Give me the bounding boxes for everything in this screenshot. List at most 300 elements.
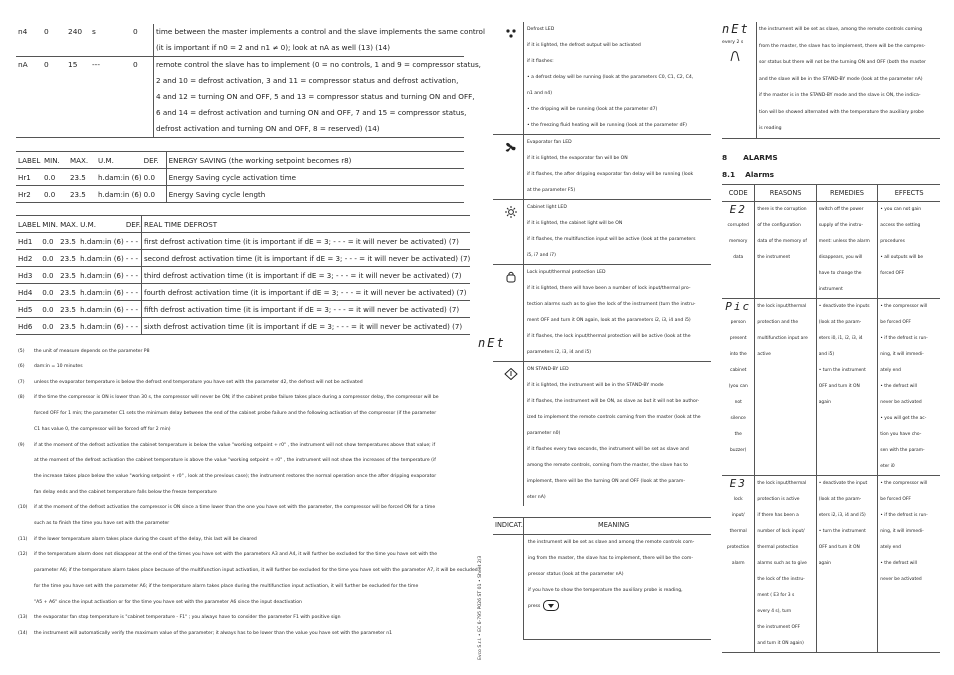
alarm-code-text: person [730, 320, 746, 325]
table-cell: third defrost activation time (it is important if dE = 3; - - - = it will never be activated) (7) [141, 267, 470, 284]
table-cell: 23.5 [58, 301, 78, 318]
led-row [493, 22, 711, 134]
led-desc-line: eter nA) [527, 495, 546, 500]
alarm-remedies-line: disappears, you will [818, 255, 863, 260]
lock-icon [504, 268, 518, 287]
alarm-effects-line: procedures [880, 239, 905, 244]
table-cell: Hr1 [16, 169, 42, 186]
alarm-remedies-line: have to change the [818, 271, 862, 276]
led-desc-line: if it is lighted, the instrument will be in the STAND-BY mode [527, 383, 664, 388]
fan-icon [504, 138, 518, 157]
alarm-effects-line: never be activated [880, 577, 922, 582]
param-desc-line: 2 and 10 = defrost activation, 3 and 11 = compressor status and defrost activation, [156, 76, 459, 85]
alarm-remedies-line: OFF and turn it ON [818, 545, 860, 550]
alarm-remedies-line: (look at the param- [818, 497, 862, 502]
alarm-remedies-line: again [818, 561, 831, 566]
param-def: 0 [133, 60, 138, 69]
footnote-number: (5) [18, 349, 25, 354]
footnote-line [18, 453, 436, 469]
header-cell: U.M. [78, 216, 124, 233]
table-cell: 0.0 [142, 169, 167, 186]
alarm-code-text: buzzer) [730, 448, 747, 453]
table-cell: 0.0 [40, 267, 58, 284]
table-cell: 23.5 [58, 250, 78, 267]
table-cell: 23.5 [58, 318, 78, 335]
alarm-code-display: E2 [729, 203, 747, 216]
table-row [16, 318, 470, 335]
alarm-remedies-line: OFF and turn it ON [818, 384, 860, 389]
alarm-reasons-line: and turn it ON again) [757, 641, 804, 646]
table-cell: fifth defrost activation time (it is important if dE = 3; - - - = it will never be activated) (7) [141, 301, 470, 318]
led-desc-line: if it is lighted, there will have been a number of lock input/thermal pro- [527, 286, 691, 291]
footnote-line [18, 532, 257, 548]
alarm-reasons-line: data of the memory of [757, 239, 807, 244]
led-desc-line: parameters i2, i3, i4 and i5) [527, 350, 592, 355]
header-cell: DEF. [142, 152, 167, 169]
alarm-reasons-line: the lock of the instru- [757, 577, 805, 582]
light-icon [504, 203, 518, 222]
flashing-icon [728, 49, 742, 63]
alarm-effects-line: • all outputs will be [880, 255, 924, 260]
footnote-text: if at the moment of the defrost activation the cabinet temperature is below the value "working setpoint + r0" , the instrument will not show temperatures above that value; if [34, 442, 436, 448]
section-heading: 8 ALARMS [722, 153, 778, 162]
alarm-remedies-line: eters i2, i3, i4 and i5) [818, 513, 866, 518]
footnote-line [18, 485, 217, 501]
alarm-remedies-line: • deactivate the input [818, 481, 868, 486]
alarm-code-text: not [734, 400, 742, 405]
footnote-text: if the time the compressor is ON is lower than 30 s, the compressor will never be ON; if the cabinet probe failure takes place during a compressor delay, the compressor will be [34, 395, 439, 401]
indicator-line [528, 599, 711, 615]
alarm-reasons-line: protection and the [757, 320, 799, 325]
alarm-reasons-line: alarms such as to give [757, 561, 807, 566]
indicator-line [528, 551, 711, 567]
table-row [16, 233, 470, 250]
footnote-line [18, 500, 435, 516]
table-cell: h.dam:in (6) [78, 301, 124, 318]
subsection-heading: 8.1 Alarms [722, 170, 775, 179]
led-row [493, 264, 711, 361]
alarm-effects-line: eter i0 [880, 464, 895, 469]
led-row [493, 199, 711, 264]
alarm-effects-cell [878, 476, 940, 653]
alarm-code-text: (you can [728, 384, 748, 389]
led-row [493, 134, 711, 199]
footnote-number: (10) [18, 505, 28, 511]
footnote-number: (9) [18, 442, 25, 448]
table-cell: 0.0 [40, 284, 58, 301]
alarm-remedies-line: • deactivate the inputs [818, 304, 870, 309]
table-cell: Hd6 [16, 318, 40, 335]
led-desc-line: if it flashes every two seconds, the instrument will be set as slave and [527, 447, 689, 452]
alarms-table [722, 184, 940, 653]
footnote-line [18, 438, 435, 454]
header-cell: REAL TIME DEFROST [141, 216, 470, 233]
table-cell: - - - [124, 233, 142, 250]
footnote-text: the unit of measure depends on the parameter P8 [34, 349, 150, 354]
footnote-number: (12) [18, 552, 28, 558]
defrost-icon [504, 25, 518, 44]
alarm-effects-line: never be activated [880, 400, 922, 405]
alarm-reasons-cell [755, 299, 816, 476]
led-desc-line: if it is lighted, the cabinet light will be ON [527, 221, 623, 226]
alarm-reasons-line: the instrument OFF [757, 625, 801, 630]
alarm-reasons-cell [755, 476, 816, 653]
table-cell: 23.5 [58, 233, 78, 250]
alarm-reasons-line: the lock input/thermal [757, 304, 807, 309]
footnote-number: (14) [18, 630, 28, 636]
alarm-effects-line: • you can not gain [880, 207, 922, 212]
indicator-text: if you have to show the temperature the auxiliary probe is reading, [528, 588, 683, 593]
param-max: 240 [68, 27, 83, 36]
footnote-text: if the lower temperature alarm takes place during the count of the delay, this last will be cleared [34, 536, 257, 542]
param-min: 0 [44, 27, 49, 36]
header-cell: MAX. [68, 152, 96, 169]
indicator-line [528, 567, 711, 583]
footnote-line [18, 390, 439, 406]
alarm-effects-line: • the defrost will [880, 384, 917, 389]
header-cell: MIN. [40, 216, 58, 233]
alarm-reasons-line: ment ( E3 for 3 s [757, 593, 795, 598]
alarm-remedies-line: again [818, 400, 831, 405]
alarm-remedies-line: switch off the power [818, 207, 864, 212]
footnote-text: dam:in = 10 minutes [34, 364, 83, 369]
down-button-icon [543, 600, 559, 611]
param-row [16, 24, 485, 56]
alarm-code-cell [722, 299, 755, 476]
param-desc-line: time between the master implements a control and the slave implements the same control [156, 27, 485, 36]
alarm-effects-line: tion you have cho- [880, 432, 922, 437]
led-desc-line: implement, there will be the turning ON and OFF (look at the param- [527, 479, 685, 484]
footnote-text: unless the evaporator temperature is below the defrost end temperature you have set with the parameter d2, the defrost will not be activated [34, 379, 363, 385]
led-desc-line: parameter n0) [527, 431, 561, 436]
alarm-code-display: Pic [725, 300, 752, 313]
footnote-text: the instrument will automatically verify the maximum value of the parameter; it always has to be lower than the value you have set with the parameter n1 [34, 630, 393, 636]
alarms-header-cell: REASONS [755, 185, 816, 202]
net-desc-line: tion will be showed alternated with the temperature the auxiliary probe [759, 109, 924, 115]
table-cell: h.dam:in (6) [78, 233, 124, 250]
footnote-line [18, 359, 83, 375]
alarm-code-cell [722, 476, 755, 653]
table-cell: Hr2 [16, 186, 42, 203]
param-desc-line: (it is important if n0 = 2 and n1 ≠ 0); look at nA as well (13) (14) [156, 43, 391, 52]
energy-header [16, 152, 464, 169]
alarm-effects-line: access the setting [880, 223, 921, 228]
table-cell: h.dam:in (6) [96, 186, 142, 203]
header-cell: MIN. [42, 152, 68, 169]
table-cell: - - - [124, 318, 142, 335]
param-desc-line: remote control the slave has to implement (0 = no controls, 1 and 9 = compressor status, [156, 60, 481, 69]
alarm-effects-line: ning, it will immedi- [880, 529, 924, 534]
alarm-reasons-line: active [757, 352, 771, 357]
param-unit: --- [92, 60, 101, 69]
table-cell: 0.0 [142, 186, 167, 203]
alarm-remedies-line: eters i0, i1, i2, i3, i4 [818, 336, 863, 341]
footnote-text: the increase takes place below the value "working setpoint + r0" , look at the previous case); the instrument restores the normal operation once the after dripping evaporator [34, 473, 437, 479]
alarm-code-text: lock [733, 497, 743, 502]
footnote-line [18, 422, 171, 438]
net-code-display: nEt [722, 22, 750, 36]
led-desc-line: Evaporator fan LED [527, 140, 572, 145]
table-cell: Hd3 [16, 267, 40, 284]
footnote-line [18, 626, 392, 642]
alarm-row [722, 299, 940, 476]
led-desc-line: at the parameter F5) [527, 188, 576, 193]
led-desc-line: if it is lighted, the defrost output will be activated [527, 43, 641, 48]
led-desc-line: if it flashes, the lock input/thermal protection will be active (look at the [527, 334, 691, 339]
net-desc-line: is reading [759, 126, 782, 131]
table-cell: h.dam:in (6) [78, 284, 124, 301]
alarm-effects-line: ning, it will immedi- [880, 352, 924, 357]
alarm-code-text: silence [730, 416, 746, 421]
param-desc-line: 6 and 14 = defrost activation and turning ON and OFF, 7 and 15 = compressor status, [156, 108, 467, 117]
energy-saving-table [16, 151, 464, 203]
net-desc-line: and the slave will be in the STAND-BY mode (look at the parameter nA) [759, 76, 923, 82]
alarms-header-cell: EFFECTS [878, 185, 940, 202]
led-desc-line: Cabinet light LED [527, 205, 567, 210]
alarm-reasons-line: the instrument [757, 255, 791, 260]
footnote-text: forced OFF for 1 min; the parameter C1 sets the minimum delay between the end of the cabinet probe failure and the following activation of the compressor (if the parameter [34, 411, 437, 417]
table-cell: Hd4 [16, 284, 40, 301]
led-desc-line: if it is lighted, the evaporator fan will be ON [527, 156, 628, 161]
table-row [16, 186, 464, 203]
alarm-effects-line: be forced OFF [880, 497, 911, 502]
alarm-code-text: input/ [731, 513, 745, 518]
indicator-line [528, 583, 711, 599]
table-cell: 23.5 [58, 284, 78, 301]
alarm-code-text: alarm [731, 561, 745, 566]
indicator-text: pressor status (look at the parameter nA) [528, 572, 624, 577]
real-time-defrost-table [16, 215, 471, 335]
table-cell: 23.5 [58, 267, 78, 284]
alarm-effects-line: • the defrost will [880, 561, 917, 566]
led-desc-line: if it flashes, the instrument will be ON, as slave as but it will not be author- [527, 399, 700, 404]
table-cell: 23.5 [68, 186, 96, 203]
param-desc-line: 4 and 12 = turning ON and OFF, 5 and 13 = compressor status and turning ON and OFF, [156, 92, 475, 101]
alarm-effects-cell [878, 299, 940, 476]
footnote-text: C1 has value 0, the compressor will be forced off for 2 min) [34, 426, 171, 432]
alarm-remedies-cell [816, 299, 878, 476]
led-desc-line: ized to implement the remote controls coming from the master (look at the [527, 415, 701, 420]
alarm-effects-line: • you will get the ac- [880, 416, 927, 421]
table-cell: h.dam:in (6) [96, 169, 142, 186]
alarm-effects-line: • if the defrost is run- [880, 513, 928, 518]
table-row [16, 267, 470, 284]
footnote-line [18, 595, 302, 611]
table-cell: fourth defrost activation time (it is important if dE = 3; - - - = it will never be activated) (7) [141, 284, 470, 301]
led-desc-line: n1 and n4) [527, 91, 553, 96]
footnote-line [18, 579, 418, 595]
param-def: 0 [133, 27, 138, 36]
alarm-effects-line: ately end [880, 545, 901, 550]
alarm-reasons-line: every 4 s), turn [757, 609, 792, 614]
net-desc-line: sor status but there will not be the turning ON and OFF (both the master [759, 60, 926, 65]
alarms-header-cell: REMEDIES [816, 185, 878, 202]
net-desc-line: the instrument will be set as slave, among the remote controls coming [759, 27, 923, 32]
alarm-code-text: memory [729, 239, 748, 244]
param-unit: s [92, 27, 96, 36]
table-cell: 0.0 [42, 186, 68, 203]
alarm-reasons-line: protection is active [757, 497, 800, 502]
alarm-code-text: present [729, 336, 747, 341]
header-cell: DEF. [124, 216, 142, 233]
param-row [16, 56, 481, 137]
table-cell: h.dam:in (6) [78, 250, 124, 267]
indicator-text: press [528, 604, 541, 609]
footnote-text: if at the moment of the defrost activation the compressor is ON since a time lower than the one you have set with the parameter, the compressor will be forced ON for a time [34, 505, 436, 511]
indicator-header-meaning: MEANING [598, 521, 630, 529]
alarm-remedies-line: and i5) [818, 352, 835, 357]
table-cell: Energy Saving cycle length [166, 186, 464, 203]
net-desc-line: from the master, the slave has to implement, there will be the compres- [759, 43, 926, 49]
alarm-reasons-line: there is the corruption [757, 207, 807, 212]
alarm-remedies-line: ment: unless the alarm [818, 239, 870, 244]
table-row [16, 284, 470, 301]
header-cell: LABEL [16, 216, 40, 233]
footnote-line [18, 469, 436, 485]
table-cell: 0.0 [40, 250, 58, 267]
alarm-reasons-line: of the configuration [757, 223, 801, 228]
footnote-number: (7) [18, 379, 25, 385]
led-desc-line: if it flashes, the multifunction input will be active (look at the parameters [527, 237, 696, 242]
led-desc-line: • the freezing fluid heating will be running (look at the parameter dF) [527, 123, 687, 128]
footnote-line [18, 406, 436, 422]
param-label: nA [18, 60, 28, 69]
table-row [16, 169, 464, 186]
footnote-text: for the time you have set with the parameter A6; if the temperature alarm takes place during the multifunction input activation, it will further be excluded for the time [34, 583, 419, 589]
alarm-effects-line: • if the defrost is run- [880, 336, 928, 341]
alarm-remedies-cell [816, 202, 878, 299]
table-cell: 0.0 [42, 169, 68, 186]
header-cell: LABEL [16, 152, 42, 169]
defrost-header [16, 216, 470, 233]
alarm-reasons-line: number of lock input/ [757, 529, 805, 534]
alarm-row [722, 476, 940, 653]
footnote-text: the evaporator fan stop temperature is "cabinet temperature - F1" ; you always have to consider the parameter F1 with positive sign [34, 615, 341, 621]
indicator-header-label: INDICAT. [495, 521, 523, 529]
header-cell: MAX. [58, 216, 78, 233]
led-desc-line: tection alarms such as to give the lock of the instrument (turn the instru- [527, 302, 696, 307]
alarm-code-text: cabinet [730, 368, 747, 373]
footnote-text: such as to finish the time you have set with the parameter [34, 521, 170, 526]
footnote-line [18, 516, 169, 532]
led-desc-line: among the remote controls, coming from the master, the slave has to [527, 463, 688, 468]
param-table-top [16, 24, 485, 138]
alarm-effects-cell [878, 202, 940, 299]
alarm-code-text: corrupted [727, 223, 749, 228]
alarm-remedies-line: • turn the instrument [818, 529, 866, 534]
every-2s-label: every 2 s [722, 40, 744, 45]
alarm-code-text: into the [729, 352, 747, 357]
alarm-code-text: the [734, 432, 742, 437]
header-cell: ENERGY SAVING (the working setpoint becomes r8) [166, 152, 464, 169]
table-cell: Hd2 [16, 250, 40, 267]
footnote-text: at the moment of the defrost activation the cabinet temperature is above the value "working setpoint + r0" , the instrument will not show the increases of the temperature (if [34, 458, 436, 464]
led-desc-line: Defrost LED [527, 27, 555, 32]
table-cell: - - - [124, 250, 142, 267]
table-row [16, 250, 470, 267]
alarm-remedies-line: supply of the instru- [818, 223, 864, 228]
led-desc-line: if it flashes: [527, 59, 554, 64]
alarm-code-text: data [733, 255, 744, 260]
alarm-reasons-line: if there has been a [757, 513, 799, 518]
led-row [493, 361, 711, 506]
alarm-row [722, 202, 940, 299]
alarm-reasons-line: multifunction input are [757, 336, 808, 341]
footnote-number: (6) [18, 364, 25, 369]
alarm-effects-line: • the compressor will [880, 304, 928, 309]
alarms-header [722, 185, 940, 202]
table-cell: - - - [124, 284, 142, 301]
alarm-effects-line: be forced OFF [880, 320, 911, 325]
table-cell: Energy Saving cycle activation time [166, 169, 464, 186]
footnote-text: parameter A6; if the temperature alarm takes place because of the multifunction input activation, it will further be excluded for the time you have set with the parameter A7, it will be excluded [34, 568, 478, 574]
indicator-text: ing from the master, the slave has to implement, there will be the com- [528, 556, 694, 561]
led-desc-line: • the dripping will be running (look at the parameter d7) [527, 107, 658, 112]
standby-icon [504, 365, 518, 384]
footnote-line [18, 547, 437, 563]
alarm-remedies-line: • turn the instrument [818, 368, 866, 373]
alarm-remedies-line: instrument [818, 287, 843, 292]
indicator-table [493, 517, 711, 640]
alarms-header-cell: CODE [722, 185, 755, 202]
alarm-effects-line: • the compressor will [880, 481, 928, 486]
alarm-remedies-line: (look at the param- [818, 320, 862, 325]
footnote-text: if the temperature alarm does not disappear at the end of the times you have set with the parameters A3 and A4, it will further be excluded for the time you have set with the [34, 552, 438, 558]
alarm-code-text: protection [726, 545, 750, 550]
led-desc-line: i5, i7 and i7) [527, 253, 556, 258]
table-cell: h.dam:in (6) [78, 267, 124, 284]
net-display: nEt [478, 336, 506, 350]
table-cell: 0.0 [40, 318, 58, 335]
param-desc-line: defrost activation and turning ON and OFF, 8 = reserved) (14) [156, 124, 380, 133]
header-cell: U.M. [96, 152, 142, 169]
footnote-number: (8) [18, 395, 25, 401]
alarm-effects-line: sen with the param- [880, 448, 925, 453]
indicator-text: the instrument will be set as slave and among the remote controls com- [528, 540, 695, 545]
alarm-code-cell [722, 202, 755, 299]
net-desc-line: if the master is in the STAND-BY mode and the slave is ON, the indica- [759, 93, 921, 98]
alarm-reasons-cell [755, 202, 816, 299]
param-label: n4 [18, 27, 28, 36]
param-max: 15 [68, 60, 78, 69]
table-cell: second defrost activation time (it is important if dE = 3; - - - = it will never be activated) (7) [141, 250, 470, 267]
alarm-code-text: thermal [729, 529, 747, 534]
footnote-text: "A5 + A6" since the input activation or for the time you have set with the parameter A6 since the input deactivation [34, 599, 302, 605]
alarm-reasons-line: thermal protection [757, 545, 799, 550]
led-desc-line: ment OFF and turn it ON again, look at the parameters i2, i3, i4 and i5) [527, 318, 691, 323]
footnote-line [18, 375, 363, 391]
table-cell: sixth defrost activation time (it is important if dE = 3; - - - = it will never be activated) (7) [141, 318, 470, 335]
footnote-line [18, 344, 150, 360]
indicator-line [528, 535, 711, 551]
table-cell: - - - [124, 267, 142, 284]
led-desc-line: ON STAND-BY LED [527, 367, 569, 372]
led-desc-line: if it flashes, the after dripping evaporator fan delay will be running (look [527, 172, 694, 177]
side-caption: Evco S.r.l. • EC 6-795 P026 ST 01 • Sheet 2/3 [478, 555, 483, 660]
table-cell: Hd1 [16, 233, 40, 250]
alarm-code-display: E3 [729, 477, 747, 490]
footnote-number: (11) [18, 536, 28, 542]
footnote-number: (13) [18, 615, 28, 621]
led-desc-line: Lock input/thermal protection LED [527, 270, 606, 275]
table-cell: 0.0 [40, 233, 58, 250]
footnote-text: fan delay ends and the cabinet temperature falls below the freeze temperature [34, 489, 217, 495]
param-min: 0 [44, 60, 49, 69]
table-cell: 23.5 [68, 169, 96, 186]
alarm-reasons-line: the lock input/thermal [757, 481, 807, 486]
table-cell: Hd5 [16, 301, 40, 318]
led-table [493, 22, 711, 512]
